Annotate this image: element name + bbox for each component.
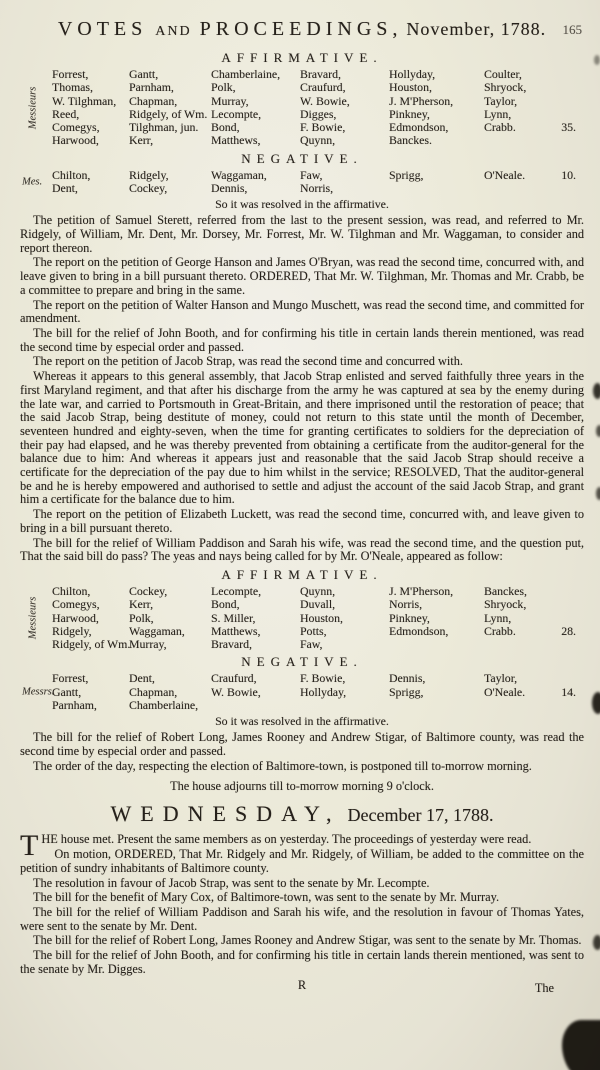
name-cell: Crabb. [484,623,516,638]
name-cell [389,638,484,651]
messieurs-label: Messieurs [27,596,39,640]
name-cell: Chapman, [129,93,178,108]
scan-artifact [593,935,600,950]
name-cell: Comegys, [52,120,100,135]
name-cell: Taylor, [484,671,518,686]
vote-row [52,686,584,699]
paragraph: The report on the petition of Jacob Strap, was read the second time and concurred with. [33,354,463,369]
name-cell: Pinkney, [389,610,430,625]
name-cell: J. M'Pherson, [389,583,454,598]
name-cell: S. Miller, [211,610,256,625]
messieurs-label: Messrs. [22,686,55,698]
name-cell: Chamberlaine, [211,67,281,81]
name-cell: F. Bowie, [300,671,346,686]
name-cell: Murray, [129,637,167,652]
name-cell: Banckes. [389,133,432,148]
name-cell: 10. [561,167,576,182]
vote-row [52,68,584,81]
name-cell: Bravard, [211,637,252,652]
name-cell [484,699,553,712]
affirmative-table-1 [20,68,584,148]
name-cell [553,68,584,81]
affirmative-heading-2: AFFIRMATIVE. [221,566,383,582]
name-cell: Gantt, [52,684,82,699]
name-cell [553,95,584,108]
name-cell: Edmondson, [389,623,449,638]
name-cell [553,638,584,651]
name-cell: J. M'Pherson, [389,93,454,108]
name-cell: Potts, [300,623,327,638]
name-cell: Digges, [300,106,337,121]
name-cell [484,182,553,195]
name-cell: Reed, [52,106,80,121]
name-cell: Chapman, [129,684,178,699]
paragraph: The bill for the relief of William Paddison and Sarah his wife, was read the second time, and the question put, That the said bill do pass? The yeas and nays being called for by Mr. O'Neale, appeared as follow: [20,535,584,564]
paragraph: The bill for the relief of John Booth, and for confirming his title in certain lands therein mentioned, was read the second time by especial order and passed. [20,326,584,354]
name-cell: Parnham, [52,698,97,713]
name-cell [484,638,553,651]
paragraph: The bill for the relief of Robert Long, James Rooney and Andrew Stigar, was sent to the senate by Mr. Thomas. [33,933,582,948]
name-cell [553,585,584,598]
name-cell: Bond, [211,597,240,612]
name-cell: O'Neale. [484,684,526,699]
name-cell: 35. [561,120,576,135]
adjournment-line: The house adjourns till to-morrow morning 9 o'clock. [170,779,434,794]
vote-row [52,598,584,611]
affirmative-rows-1 [52,68,584,148]
negative-heading-1: NEGATIVE. [241,150,363,166]
page-header [20,18,584,41]
affirmative-rows-2 [52,585,584,651]
name-cell: Dent, [52,181,78,196]
name-cell: Murray, [211,93,249,108]
name-cell: Cockey, [129,181,168,196]
proceedings-paragraphs-b [20,731,584,773]
name-cell: Norris, [300,181,334,196]
messieurs-label: Messieurs [27,86,39,130]
name-cell: Pinkney, [389,106,430,121]
affirmative-heading-1: AFFIRMATIVE. [221,50,383,65]
name-cell: Ridgely, of Wm. [52,637,131,652]
affirmative-table-2 [20,585,584,651]
name-cell [211,699,300,712]
name-cell: Dennis, [211,181,248,196]
name-cell [553,108,584,121]
paragraph: The report on the petition of George Hanson and James O'Bryan, was read the second time, concurred with, and leave given to bring in a bill pursuant thereto. ORDERED, That Mr. W. Tilghman, Mr. Thomas and Mr. Crabb, be a committee to prepare and bring in the same. [20,255,584,297]
name-cell: Shryock, [484,80,527,95]
name-cell: Parnham, [129,80,174,95]
name-cell: Craufurd, [211,671,257,686]
negative-table-1 [20,169,584,196]
name-cell: Bravard, [300,67,341,81]
vote-row [52,108,584,121]
name-cell: Houston, [389,80,432,95]
name-cell: Dennis, [389,671,426,686]
paragraph: Whereas it appears to this general assembly, that Jacob Strap enlisted and served faithfully three years in the first Maryland regiment, and that after his discharge from the army he was captured at sea by the enemy during the late war, and carried to Portsmouth in Great-Britain, and there imprisoned until the restoration of peace; that the said Jacob Strap, being destitute of money, could not return to this state until the month of December, seventeen hundred and eighty-seven, when the time for granting certificates to soldiers for the depreciation of their pay had elapsed, and he was thereby prevented from obtaining a certificate from the auditor-general for the balance due to him: And whereas it appears just and reasonable that the said Jacob Strap should receive a certificate for the depreciation of the pay due to him whilst in the service; RESOLVED, That the auditor-general be and he is hereby empowered and authorised to settle and adjust the account of the said Jacob Strap, and grant him a certificate for the balance due to him. [20,369,584,507]
name-cell: Norris, [389,597,423,612]
name-cell [300,699,389,712]
name-cell: Lynn, [484,610,512,625]
name-cell: Shryock, [484,597,527,612]
name-cell: Thomas, [52,80,93,95]
name-cell: Chamberlaine, [129,698,199,713]
vote-row [52,121,584,134]
scan-artifact [596,487,600,500]
name-cell: Faw, [300,637,323,652]
name-cell: Banckes, [484,583,527,598]
name-cell: Sprigg, [389,684,424,699]
name-cell: Matthews, [211,133,261,148]
name-cell: 14. [561,684,576,699]
name-cell [553,81,584,94]
name-cell: Tilghman, jun. [129,120,199,135]
scan-artifact [594,55,600,65]
scan-artifact [562,1020,600,1070]
paragraph: The bill for the relief of John Booth, and for confirming his title in certain lands therein mentioned, was sent to the senate by Mr. Digges. [20,948,584,976]
name-cell: Comegys, [52,597,100,612]
paragraph: The resolution in favour of Jacob Strap, was sent to the senate by Mr. Lecompte. [33,875,430,890]
catchword: The [534,981,554,996]
title-date: November, 1788. [406,19,547,39]
proceedings-paragraphs-c [20,829,584,976]
paragraph: The order of the day, respecting the election of Baltimore-town, is postponed till to-morrow morning. [33,758,532,773]
vote-row [52,95,584,108]
name-cell: Forrest, [52,671,89,686]
title-word-and: AND [155,24,192,39]
negative-table-2 [20,672,584,712]
name-cell: Taylor, [484,93,518,108]
paragraph: The bill for the relief of Robert Long, James Rooney and Andrew Stigar, of Baltimore county, was read the second time by especial order and passed. [20,730,584,759]
name-cell [389,699,484,712]
resolved-line-2: So it was resolved in the affirmative. [215,714,389,729]
paragraph: The report on the petition of Elizabeth Luckett, was read the second time, concurred with, and leave given to bring in a bill pursuant thereto. [20,507,584,535]
paragraph: The petition of Samuel Sterett, referred from the last to the present session, was read, and referred to Mr. Ridgely, of William, Mr. Dent, Mr. Dorsey, Mr. Forrest, Mr. W. Tilghman and Mr. Waggaman, to consider and report thereon. [20,213,584,255]
name-cell: Lynn, [484,106,512,121]
name-cell: Lecompte, [211,583,262,598]
name-cell: Edmondson, [389,120,449,135]
name-cell: Forrest, [52,67,89,81]
scan-artifact [592,692,600,714]
scan-artifact [596,425,600,437]
title-word-votes: VOTES [57,18,148,40]
vote-row [52,585,584,598]
day-word: WEDNESDAY, [110,801,341,827]
page-footer [20,978,584,996]
signature-mark: R [297,978,307,993]
name-cell: Bond, [211,120,240,135]
negative-rows-2 [52,672,584,712]
name-cell: Lecompte, [211,106,262,121]
name-cell: Gantt, [129,67,159,81]
name-cell [553,612,584,625]
resolved-line-1: So it was resolved in the affirmative. [215,197,389,212]
name-cell: W. Tilghman, [52,93,117,108]
vote-row [52,625,584,638]
name-cell: Hollyday, [300,684,347,699]
name-cell: Chilton, [52,583,91,598]
name-cell: Ridgely, of Wm. [129,106,208,121]
proceedings-paragraphs-a [20,214,584,564]
name-cell: W. Bowie, [211,684,261,699]
name-cell: Quynn, [300,133,336,148]
name-cell: Waggaman, [129,623,185,638]
scan-artifact [593,383,600,399]
name-cell [484,134,553,147]
name-cell: Polk, [129,610,154,625]
name-cell [553,672,584,685]
name-cell [553,182,584,195]
name-cell: Ridgely, [52,623,92,638]
session-day-heading [20,801,584,827]
name-cell: Chilton, [52,167,91,182]
paragraph: The bill for the benefit of Mary Cox, of Baltimore-town, was sent to the senate by Mr. Murray. [33,890,500,905]
name-cell [553,598,584,611]
name-cell: Coulter, [484,67,522,81]
name-cell: Quynn, [300,583,336,598]
messieurs-label: Mes. [22,176,43,188]
name-cell: 28. [561,623,576,638]
vote-row [52,81,584,94]
name-cell: Crabb. [484,120,516,135]
name-cell: Kerr, [129,133,154,148]
name-cell: Hollyday, [389,67,436,81]
name-cell: Harwood, [52,133,99,148]
name-cell [553,134,584,147]
name-cell: Matthews, [211,623,261,638]
name-cell [553,699,584,712]
name-cell [389,182,484,195]
vote-row [52,672,584,685]
paragraph: The report on the petition of Walter Hanson and Mungo Muschett, was read the second time, and committed for amendment. [20,297,584,326]
name-cell: Faw, [300,167,323,182]
vote-row [52,169,584,182]
vote-row [52,699,584,712]
vote-row [52,638,584,651]
name-cell: Craufurd, [300,80,346,95]
name-cell: Sprigg, [389,167,424,182]
paragraph: On motion, ORDERED, That Mr. Ridgely and Mr. Ridgely, of William, be added to the committee on the petition of sundry inhabitants of Baltimore county. [20,847,584,875]
name-cell: Waggaman, [211,167,267,182]
vote-row [52,612,584,625]
title-word-proceedings: PROCEEDINGS, [199,18,403,40]
name-cell: Duvall, [300,597,336,612]
name-cell: Kerr, [129,597,154,612]
name-cell: W. Bowie, [300,93,350,108]
name-cell: Dent, [129,671,155,686]
dropcap-letter: T [20,829,39,863]
negative-rows-1 [52,169,584,196]
name-cell: Houston, [300,610,343,625]
negative-heading-2: NEGATIVE. [241,654,363,670]
name-cell: Ridgely, [129,167,169,182]
vote-row [52,134,584,147]
paragraph: THE house met. Present the same members as on yesterday. The proceedings of yesterday were read. [20,829,532,863]
name-cell: Cockey, [129,583,168,598]
name-cell: Harwood, [52,610,99,625]
name-cell: F. Bowie, [300,120,346,135]
paragraph: The bill for the relief of William Paddison and Sarah his wife, and the resolution in favour of Thomas Yates, were sent to the senate by Mr. Dent. [20,904,584,933]
vote-row [52,182,584,195]
name-cell: O'Neale. [484,167,526,182]
page-number: 165 [562,22,582,37]
name-cell: Polk, [211,80,236,95]
day-date: December 17, 1788. [347,805,494,826]
